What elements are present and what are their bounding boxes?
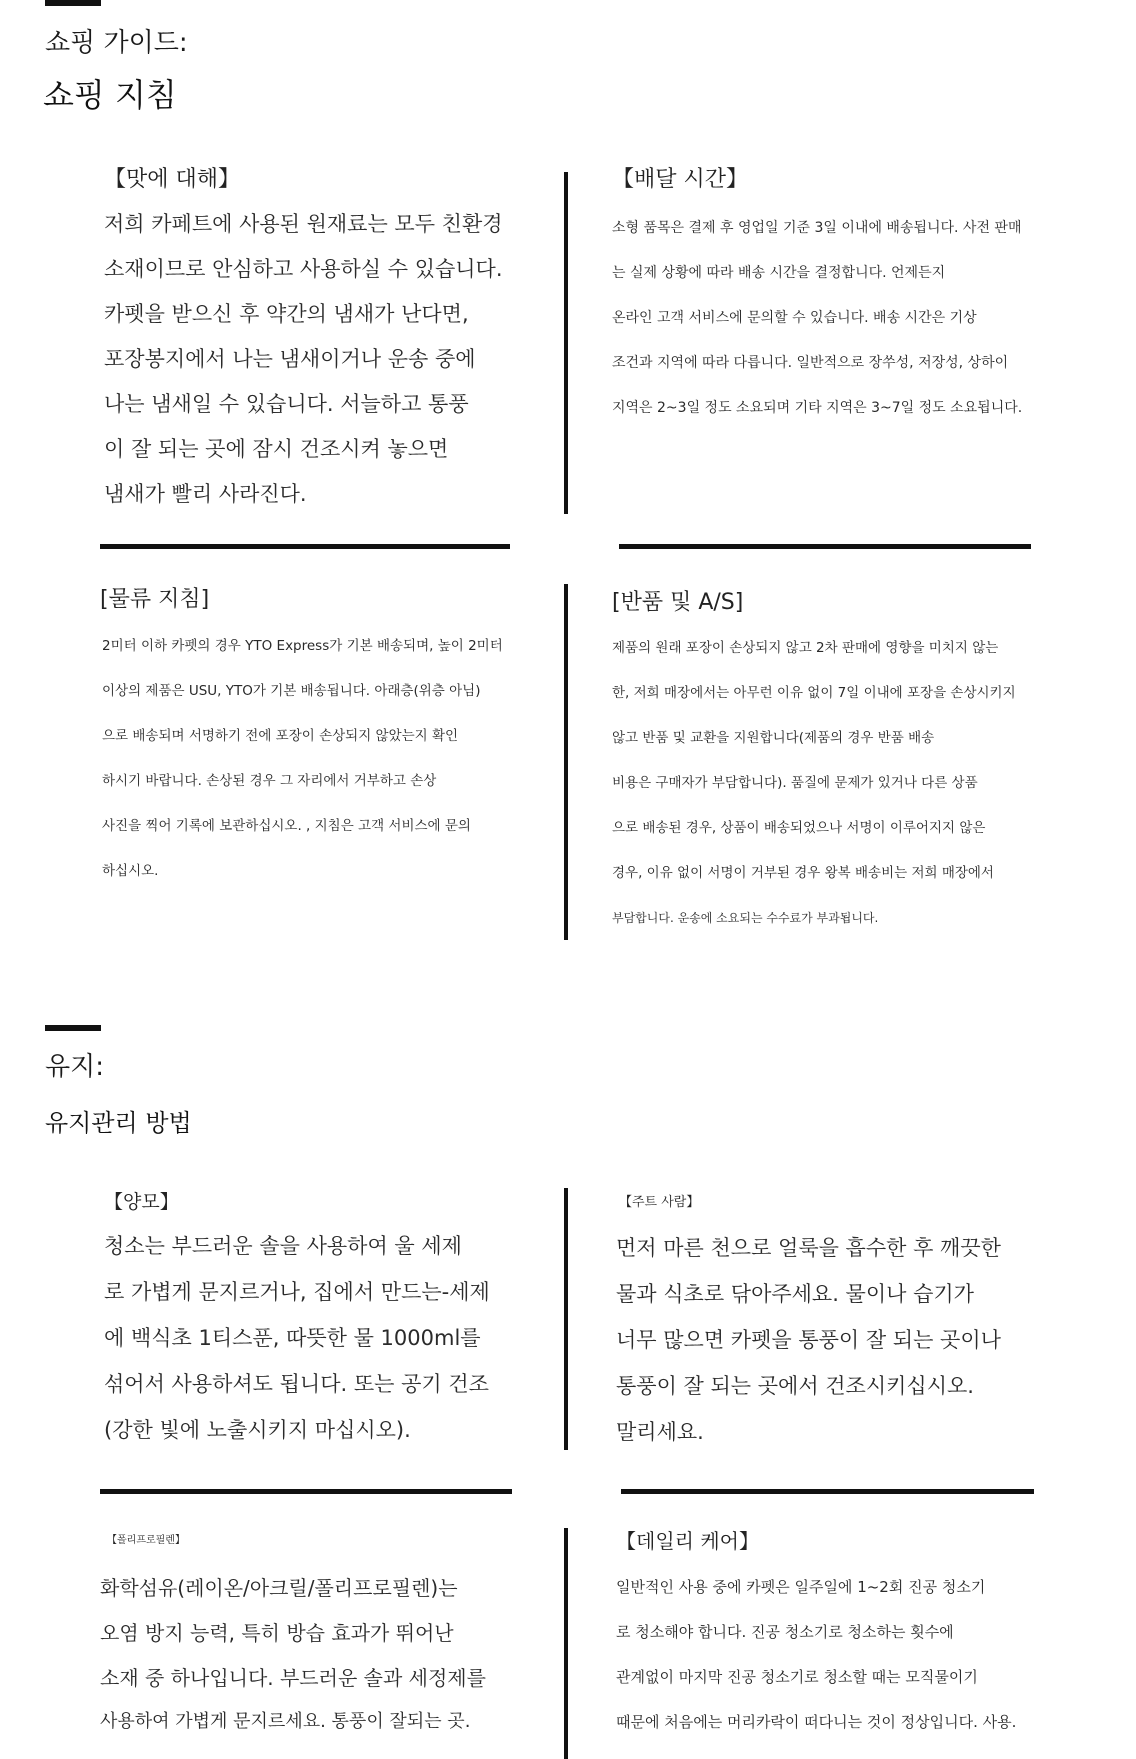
delivery-heading: 【배달 시간】 — [612, 167, 749, 192]
daily-care-heading: 【데일리 케어】 — [616, 1529, 759, 1553]
section-divider — [621, 1489, 1034, 1494]
text-line: 하십시오. — [102, 863, 159, 879]
text-line: 2미터 이하 카펫의 경우 YTO Express가 기본 배송되며, 높이 2미터 — [102, 638, 503, 654]
section-divider — [100, 544, 510, 549]
text-line: 에 백식초 1티스푼, 따뜻한 물 1000ml를 — [104, 1326, 481, 1350]
text-line: 통풍이 잘 되는 곳에서 건조시키십시오. — [616, 1374, 974, 1398]
shopping-section-label: 쇼핑 가이드: — [45, 28, 188, 58]
text-line: 않고 반품 및 교환을 지원합니다(제품의 경우 반품 배송 — [612, 730, 935, 746]
text-line: 소재 중 하나입니다. 부드러운 솔과 세정제를 — [100, 1666, 486, 1690]
text-line: 로 가볍게 문지르거나, 집에서 만드는-세제 — [104, 1280, 490, 1304]
text-line: 으로 배송된 경우, 상품이 배송되었으나 서명이 이루어지지 않은 — [612, 820, 986, 836]
section-divider — [100, 1489, 512, 1494]
returns-heading: [반품 및 A/S] — [612, 590, 744, 615]
text-line: 으로 배송되며 서명하기 전에 포장이 손상되지 않았는지 확인 — [102, 728, 459, 744]
column-divider — [564, 1528, 568, 1759]
text-line: 나는 냄새일 수 있습니다. 서늘하고 통풍 — [104, 392, 469, 416]
text-line: 때문에 처음에는 머리카락이 떠다니는 것이 정상입니다. 사용. — [616, 1713, 1017, 1731]
poly-heading: 【폴리프로필렌】 — [107, 1535, 185, 1546]
text-line: 섞어서 사용하셔도 됩니다. 또는 공기 건조 — [104, 1372, 489, 1396]
text-line: 한, 저희 매장에서는 아무런 이유 없이 7일 이내에 포장을 손상시키지 — [612, 685, 1016, 701]
text-line: 경우, 이유 없이 서명이 거부된 경우 왕복 배송비는 저희 매장에서 — [612, 865, 994, 881]
text-line: 소재이므로 안심하고 사용하실 수 있습니다. — [104, 257, 503, 281]
taste-heading: 【맛에 대해】 — [104, 167, 241, 192]
column-divider — [564, 584, 568, 940]
text-line: 로 청소해야 합니다. 진공 청소기로 청소하는 횟수에 — [616, 1623, 954, 1641]
jute-heading: 【주트 사람】 — [619, 1195, 700, 1210]
text-line: 소형 품목은 결제 후 영업일 기준 3일 이내에 배송됩니다. 사전 판매 — [612, 220, 1022, 236]
text-line: 청소는 부드러운 솔을 사용하여 울 세제 — [104, 1234, 462, 1258]
text-line: 너무 많으면 카펫을 통풍이 잘 되는 곳이나 — [616, 1328, 1001, 1352]
shopping-section-title: 쇼핑 지침 — [43, 76, 177, 114]
column-divider — [564, 1188, 568, 1450]
maintenance-section-label: 유지: — [45, 1052, 104, 1082]
text-line: 냄새가 빨리 사라진다. — [104, 482, 307, 506]
text-line: 물과 식초로 닦아주세요. 물이나 습기가 — [616, 1282, 974, 1306]
text-line: 비용은 구매자가 부담합니다). 품질에 문제가 있거나 다른 상품 — [612, 775, 978, 791]
text-line: 이 잘 되는 곳에 잠시 건조시켜 놓으면 — [104, 437, 449, 461]
text-line: 일반적인 사용 중에 카펫은 일주일에 1~2회 진공 청소기 — [616, 1578, 986, 1596]
text-line: 사진을 찍어 기록에 보관하십시오. , 지침은 고객 서비스에 문의 — [102, 818, 471, 834]
text-line: 저희 카페트에 사용된 원재료는 모두 친환경 — [104, 212, 503, 236]
section-marker — [45, 0, 101, 6]
section-marker — [45, 1025, 101, 1031]
text-line: 카펫을 받으신 후 약간의 냄새가 난다면, — [104, 302, 469, 326]
text-line: 오염 방지 능력, 특히 방습 효과가 뛰어난 — [100, 1621, 454, 1645]
maintenance-section-title: 유지관리 방법 — [45, 1109, 192, 1137]
text-line: 포장봉지에서 나는 냄새이거나 운송 중에 — [104, 347, 476, 371]
text-line: 온라인 고객 서비스에 문의할 수 있습니다. 배송 시간은 기상 — [612, 310, 977, 326]
section-divider — [619, 544, 1031, 549]
text-line: 말리세요. — [616, 1420, 704, 1444]
text-line: 조건과 지역에 따라 다릅니다. 일반적으로 장쑤성, 저장성, 상하이 — [612, 355, 1009, 371]
text-line: 제품의 원래 포장이 손상되지 않고 2차 판매에 영향을 미치지 않는 — [612, 640, 999, 656]
text-line: 는 실제 상황에 따라 배송 시간을 결정합니다. 언제든지 — [612, 265, 946, 281]
text-line: 부담합니다. 운송에 소요되는 수수료가 부과됩니다. — [612, 911, 879, 925]
text-line: 관계없이 마지막 진공 청소기로 청소할 때는 모직물이기 — [616, 1668, 978, 1686]
logistics-heading: [물류 지침] — [100, 587, 210, 612]
text-line: 하시기 바랍니다. 손상된 경우 그 자리에서 거부하고 손상 — [102, 773, 437, 789]
text-line: 화학섬유(레이온/아크릴/폴리프로필렌)는 — [100, 1576, 458, 1600]
text-line: 사용하여 가볍게 문지르세요. 통풍이 잘되는 곳. — [100, 1711, 471, 1732]
text-line: 지역은 2~3일 정도 소요되며 기타 지역은 3~7일 정도 소요됩니다. — [612, 400, 1023, 416]
column-divider — [564, 172, 568, 514]
wool-heading: 【양모】 — [104, 1191, 179, 1213]
text-line: (강한 빛에 노출시키지 마십시오). — [104, 1418, 411, 1442]
text-line: 이상의 제품은 USU, YTO가 기본 배송됩니다. 아래층(위층 아님) — [102, 683, 481, 699]
text-line: 먼저 마른 천으로 얼룩을 흡수한 후 깨끗한 — [616, 1236, 1001, 1260]
